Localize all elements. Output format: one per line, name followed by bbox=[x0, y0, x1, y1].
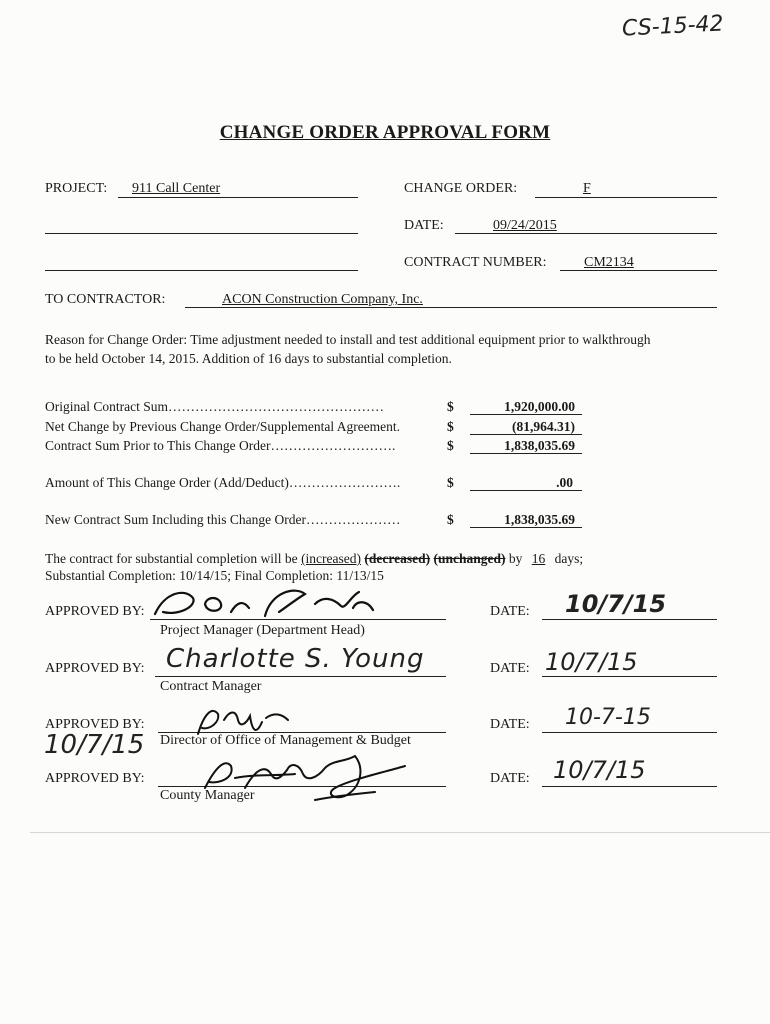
approval-3-role: Director of Office of Management & Budget bbox=[160, 733, 411, 748]
change-order-value: F bbox=[583, 181, 591, 196]
completion-by: by bbox=[508, 551, 523, 566]
contract-number-value: CM2134 bbox=[584, 255, 634, 270]
approval-1-signature bbox=[145, 582, 385, 629]
sum-label-net-change: Net Change by Previous Change Order/Supplemental Agreement. bbox=[45, 419, 401, 434]
sum-value-net-change: (81,964.31) bbox=[512, 419, 575, 434]
approval-3-margin-note: 10/7/15 bbox=[44, 730, 145, 760]
new-sum-value: 1,838,035.69 bbox=[504, 512, 575, 527]
approval-2-signature: Charlotte S. Young bbox=[166, 644, 425, 674]
approval-2-sign-line bbox=[155, 676, 446, 677]
sum-value-original: 1,920,000.00 bbox=[504, 399, 575, 414]
project-line bbox=[118, 197, 358, 198]
completion-line-2: Substantial Completion: 10/14/15; Final Completion: 11/13/15 bbox=[45, 568, 384, 583]
change-order-label: CHANGE ORDER: bbox=[404, 181, 518, 196]
approval-3-date: 10-7-15 bbox=[565, 705, 651, 730]
sum-currency-prior: $ bbox=[447, 438, 454, 453]
completion-days-value: 16 bbox=[531, 551, 546, 566]
change-amount-value: .00 bbox=[556, 475, 573, 490]
change-amount-label: Amount of This Change Order (Add/Deduct)……………………. bbox=[45, 475, 401, 490]
approval-1-label: APPROVED BY: bbox=[45, 604, 145, 619]
project-line-3 bbox=[45, 270, 358, 271]
approval-4-date: 10/7/15 bbox=[553, 756, 646, 784]
approval-2-date-label: DATE: bbox=[490, 661, 530, 676]
completion-days: days; bbox=[554, 551, 584, 566]
contract-number-label: CONTRACT NUMBER: bbox=[404, 255, 547, 270]
sum-currency-net-change: $ bbox=[447, 419, 454, 434]
approval-4-role: County Manager bbox=[160, 788, 255, 803]
approval-4-label: APPROVED BY: bbox=[45, 771, 145, 786]
form-title: CHANGE ORDER APPROVAL FORM bbox=[219, 122, 551, 143]
reference-code: CS-15-42 bbox=[621, 11, 725, 42]
approval-3-date-line bbox=[542, 732, 717, 733]
new-sum-label: New Contract Sum Including this Change Order………………… bbox=[45, 512, 401, 527]
reason-line-1: Reason for Change Order: Time adjustment needed to install and test additional equipment prior to walkthrough bbox=[45, 332, 651, 347]
approval-2-role: Contract Manager bbox=[160, 679, 262, 694]
new-sum-currency: $ bbox=[447, 512, 454, 527]
approval-2-date-line bbox=[542, 676, 717, 677]
completion-line-1 bbox=[45, 551, 583, 567]
approval-2-date: 10/7/15 bbox=[545, 648, 638, 676]
to-contractor-value: ACON Construction Company, Inc. bbox=[222, 292, 423, 307]
project-label: PROJECT: bbox=[45, 181, 108, 196]
date-label: DATE: bbox=[404, 218, 444, 233]
scan-edge-line bbox=[30, 832, 770, 833]
sum-label-prior: Contract Sum Prior to This Change Order………………………. bbox=[45, 438, 396, 453]
reason-line-2: to be held October 14, 2015. Addition of 16 days to substantial completion. bbox=[45, 351, 452, 366]
approval-1-date-line bbox=[542, 619, 717, 620]
project-value: 911 Call Center bbox=[132, 181, 221, 196]
completion-increased: (increased) bbox=[301, 551, 362, 566]
sum-label-original: Original Contract Sum………………………………………… bbox=[45, 399, 384, 414]
change-amount-currency: $ bbox=[447, 475, 454, 490]
sum-value-prior: 1,838,035.69 bbox=[504, 438, 575, 453]
completion-unchanged: (unchanged) bbox=[433, 551, 506, 566]
approval-4-date-line bbox=[542, 786, 717, 787]
approval-1-role: Project Manager (Department Head) bbox=[160, 623, 365, 638]
approval-3-label: APPROVED BY: bbox=[45, 717, 145, 732]
completion-decreased: (decreased) bbox=[364, 551, 431, 566]
to-contractor-label: TO CONTRACTOR: bbox=[45, 292, 166, 307]
completion-prefix: The contract for substantial completion will be bbox=[45, 551, 298, 566]
sum-currency-original: $ bbox=[447, 399, 454, 414]
approval-1-date-label: DATE: bbox=[490, 604, 530, 619]
change-order-line bbox=[535, 197, 717, 198]
approval-2-label: APPROVED BY: bbox=[45, 661, 145, 676]
date-value: 09/24/2015 bbox=[493, 218, 557, 233]
approval-4-date-label: DATE: bbox=[490, 771, 530, 786]
approval-3-date-label: DATE: bbox=[490, 717, 530, 732]
project-line-2 bbox=[45, 233, 358, 234]
approval-1-date: 10/7/15 bbox=[565, 590, 667, 618]
